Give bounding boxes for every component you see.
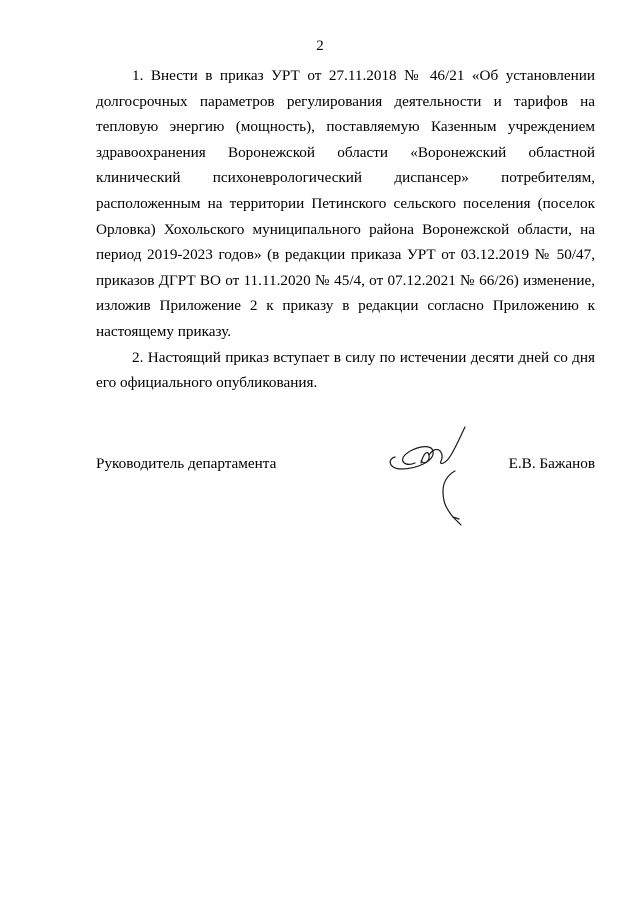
paragraph-2: 2. Настоящий приказ вступает в силу по истечении десяти дней со дня его официального опубликования. — [96, 348, 595, 392]
document-body — [96, 63, 595, 396]
signatory-name: Е.В. Бажанов — [508, 455, 595, 472]
signatory-position: Руководитель департамента — [96, 455, 277, 472]
handwritten-signature — [383, 425, 493, 535]
signature-block — [96, 455, 595, 479]
page-number: 2 — [316, 38, 324, 54]
paragraph-1: 1. Внести в приказ УРТ от 27.11.2018 № 46/21 «Об установлении долгосрочных параметров регулирования деятельности и тарифов на тепловую энергию (мощность), поставляемую Казенным учреждением здравоохранения Воронежской области «Воронежский областной клинический психоневрологический диспансер» потребителям, расположенным на территории Петинского сельского поселения (поселок Орловка) Хохольского муниципального района Воронежской области, на период 2019-2023 годов» (в редакции приказа УРТ от 03.12.2019 № 50/47, приказов ДГРТ ВО от 11.11.2020 № 45/4, от 07.12.2021 № 66/26) изменение, изложив Приложение 2 к приказу в редакции согласно Приложению к настоящему приказу. — [96, 67, 595, 340]
